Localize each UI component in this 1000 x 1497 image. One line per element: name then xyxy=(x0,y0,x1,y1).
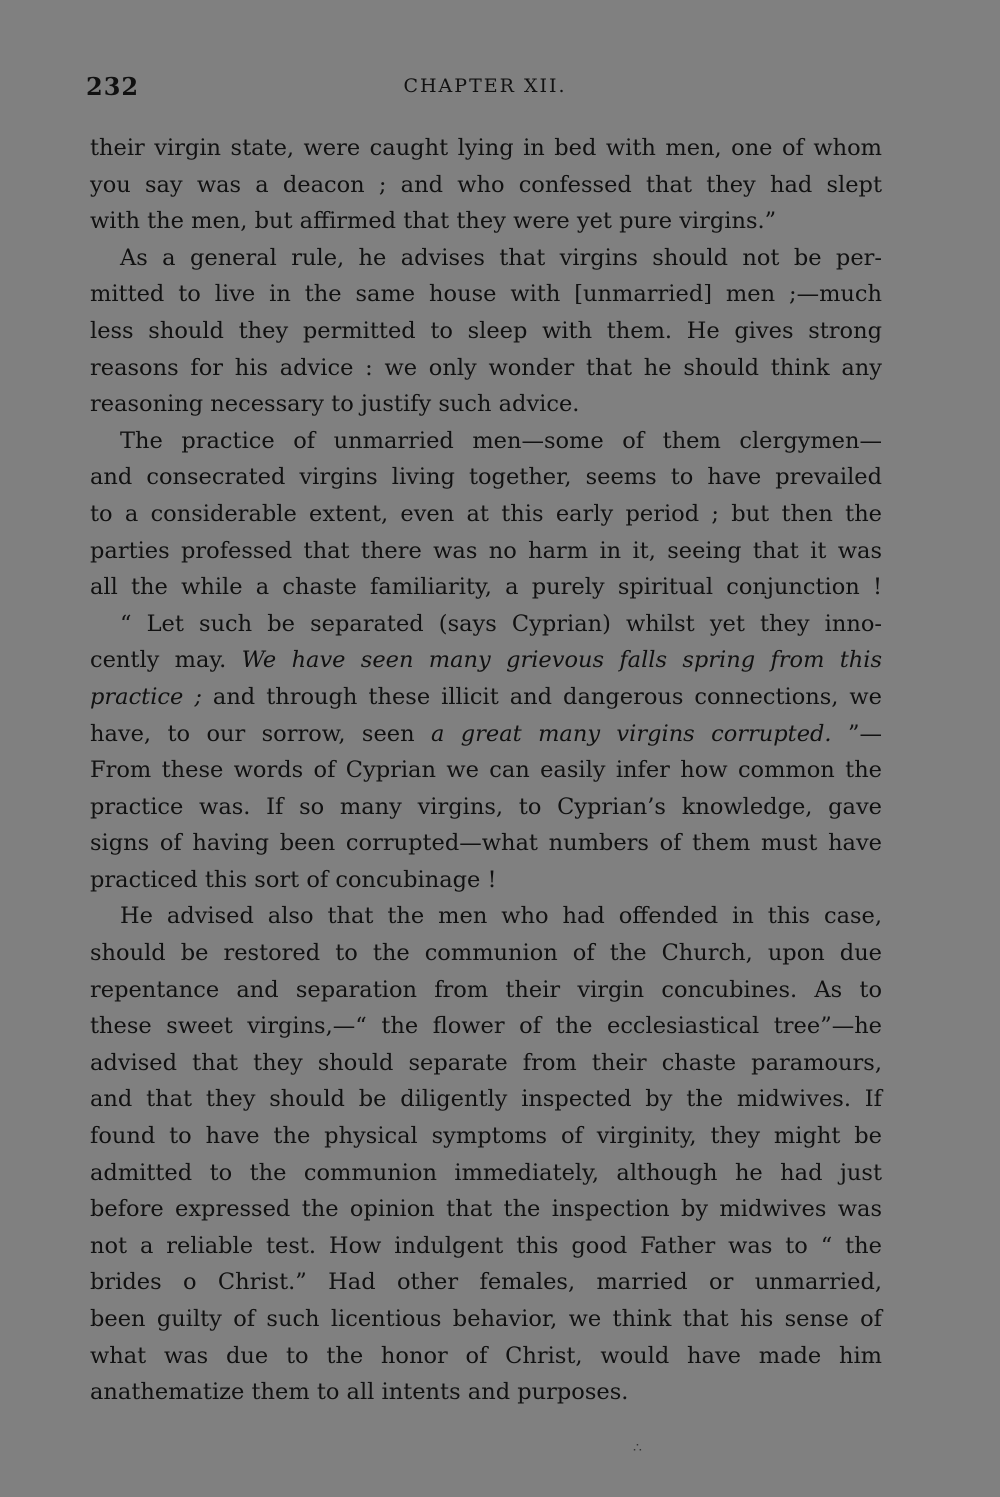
text-line xyxy=(90,1191,882,1228)
text-line xyxy=(90,350,882,387)
page-header xyxy=(86,72,884,106)
text-line xyxy=(90,898,882,935)
line-text: not a reliable test. How indulgent this good Father was to “ the xyxy=(90,1232,882,1259)
text-line xyxy=(90,459,882,496)
line-text: and consecrated virgins living together, seems to have prevailed xyxy=(90,464,882,491)
line-text: cently may. xyxy=(90,647,227,674)
line-text: parties professed that there was no harm in it, seeing that it was xyxy=(90,537,882,564)
text-line xyxy=(90,276,882,313)
text-line xyxy=(90,716,882,753)
italic-text: a great many virgins corrupted. xyxy=(430,720,832,747)
line-text: He advised also that the men who had offended in this case, xyxy=(120,903,882,930)
line-text: signs of having been corrupted—what numbers of them must have xyxy=(90,830,882,857)
line-text: repentance and separation from their virgin concubines. As to xyxy=(90,976,882,1003)
line-text: mitted to live in the same house with [unmarried] men ;—much xyxy=(90,281,882,308)
line-text: what was due to the honor of Christ, would have made him xyxy=(90,1342,882,1369)
page-body xyxy=(90,130,882,1411)
line-text: you say was a deacon ; and who confessed that they had slept xyxy=(90,171,882,198)
text-line xyxy=(90,1264,882,1301)
text-line xyxy=(90,203,882,240)
text-line xyxy=(90,1118,882,1155)
line-text: with the men, but affirmed that they were yet pure virgins.” xyxy=(90,208,777,235)
page-number: 232 xyxy=(86,72,140,101)
text-line xyxy=(90,533,882,570)
line-text: brides o Christ.” Had other females, married or unmarried, xyxy=(90,1269,882,1296)
text-line xyxy=(90,606,882,643)
print-speck: ∴ xyxy=(633,1440,642,1456)
italic-text: practice ; xyxy=(90,683,202,710)
line-text: advised that they should separate from their chaste paramours, xyxy=(90,1049,882,1076)
line-text: practiced this sort of concubinage ! xyxy=(90,866,497,893)
text-line xyxy=(90,1081,882,1118)
text-line xyxy=(90,1228,882,1265)
line-text: their virgin state, were caught lying in bed with men, one of whom xyxy=(90,135,882,161)
line-text: The practice of unmarried men—some of them clergymen— xyxy=(120,427,882,454)
text-line xyxy=(90,1045,882,1082)
line-text: reasoning necessary to justify such advice. xyxy=(90,391,580,418)
line-text: “ Let such be separated (says Cyprian) whilst yet they inno- xyxy=(120,610,882,637)
line-text: and that they should be diligently inspected by the midwives. If xyxy=(90,1086,882,1113)
text-line xyxy=(90,130,882,167)
text-line xyxy=(90,825,882,862)
line-text: practice was. If so many virgins, to Cyprian’s knowledge, gave xyxy=(90,793,882,820)
line-text: reasons for his advice : we only wonder that he should think any xyxy=(90,354,882,381)
line-text: and through these illicit and dangerous connections, we xyxy=(212,683,882,710)
text-line xyxy=(90,679,882,716)
text-line xyxy=(90,935,882,972)
text-line xyxy=(90,496,882,533)
text-line xyxy=(90,386,882,423)
text-line xyxy=(90,167,882,204)
line-text: found to have the physical symptoms of virginity, they might be xyxy=(90,1123,882,1150)
line-text: been guilty of such licentious behavior, we think that his sense of xyxy=(90,1306,882,1332)
text-line xyxy=(90,313,882,350)
italic-text: We have seen many grievous falls spring from this xyxy=(241,647,883,674)
text-line xyxy=(90,1155,882,1192)
text-line xyxy=(90,642,882,679)
line-text: less should they permitted to sleep with them. He gives strong xyxy=(90,317,882,344)
line-text: before expressed the opinion that the inspection by midwives was xyxy=(90,1196,882,1223)
line-text: to a considerable extent, even at this early period ; but then the xyxy=(90,500,882,527)
line-text: admitted to the communion immediately, although he had just xyxy=(90,1159,882,1186)
text-line xyxy=(90,423,882,460)
text-line xyxy=(90,752,882,789)
text-line xyxy=(90,1374,882,1411)
line-text: have, to our sorrow, seen xyxy=(90,720,415,747)
line-text: should be restored to the communion of the Church, upon due xyxy=(90,940,882,967)
line-text: these sweet virgins,—“ the flower of the ecclesiastical tree”—he xyxy=(90,1013,882,1040)
text-line xyxy=(90,1301,882,1338)
text-line xyxy=(90,789,882,826)
text-line xyxy=(90,972,882,1009)
line-text: anathematize them to all intents and purposes. xyxy=(90,1379,629,1406)
line-text: all the while a chaste familiarity, a purely spiritual conjunction ! xyxy=(90,574,882,601)
line-text: ”— xyxy=(847,720,882,747)
line-text: From these words of Cyprian we can easily infer how common the xyxy=(90,757,882,784)
text-line xyxy=(90,862,882,899)
text-line xyxy=(90,569,882,606)
text-line xyxy=(90,1008,882,1045)
line-text: As a general rule, he advises that virgins should not be per- xyxy=(120,244,882,271)
text-line xyxy=(90,1338,882,1375)
running-head: CHAPTER XII. xyxy=(403,75,567,97)
text-line xyxy=(90,240,882,277)
